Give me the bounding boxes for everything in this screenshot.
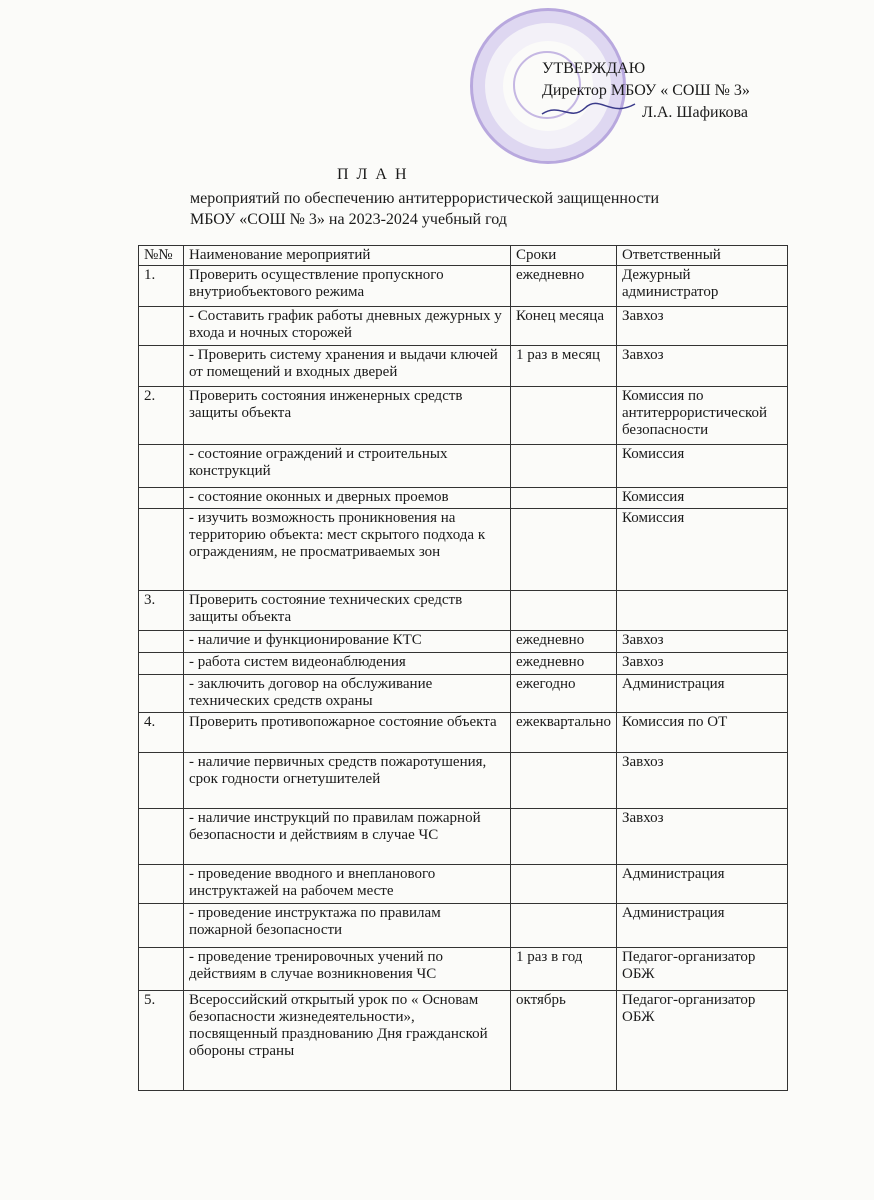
deadline: [511, 904, 617, 948]
deadline: ежедневно: [511, 631, 617, 653]
row-number: [139, 653, 184, 675]
deadline: [511, 387, 617, 445]
table-row: [139, 387, 788, 445]
responsible: Педагог-организатор ОБЖ: [617, 991, 788, 1091]
table-row: [139, 266, 788, 307]
activity-name: - наличие и функционирование КТС: [184, 631, 511, 653]
row-number: 3.: [139, 591, 184, 631]
column-header: Ответственный: [617, 246, 788, 266]
row-number: 4.: [139, 713, 184, 753]
column-header: Наименование мероприятий: [184, 246, 511, 266]
activity-name: - состояние оконных и дверных проемов: [184, 488, 511, 509]
table-row: [139, 346, 788, 387]
activity-name: - проведение вводного и внепланового инструктажей на рабочем месте: [184, 865, 511, 904]
activity-name: - проведение тренировочных учений по действиям в случае возникновения ЧС: [184, 948, 511, 991]
row-number: [139, 445, 184, 488]
deadline: [511, 865, 617, 904]
responsible: Завхоз: [617, 346, 788, 387]
row-number: [139, 307, 184, 346]
activity-name: - состояние ограждений и строительных конструкций: [184, 445, 511, 488]
row-number: [139, 488, 184, 509]
approval-name: Л.А. Шафикова: [642, 104, 748, 121]
activity-name: - проведение инструктажа по правилам пожарной безопасности: [184, 904, 511, 948]
responsible: Завхоз: [617, 653, 788, 675]
row-number: 1.: [139, 266, 184, 307]
responsible: Администрация: [617, 675, 788, 713]
responsible: Завхоз: [617, 809, 788, 865]
row-number: [139, 809, 184, 865]
deadline: [511, 509, 617, 591]
table-row: [139, 713, 788, 753]
deadline: 1 раз в год: [511, 948, 617, 991]
deadline: ежеквартально: [511, 713, 617, 753]
table-row: [139, 307, 788, 346]
table-row: [139, 509, 788, 591]
deadline: [511, 809, 617, 865]
responsible: Комиссия по ОТ: [617, 713, 788, 753]
responsible: Комиссия: [617, 445, 788, 488]
row-number: [139, 509, 184, 591]
responsible: Администрация: [617, 904, 788, 948]
activity-name: - наличие инструкций по правилам пожарной безопасности и действиям в случае ЧС: [184, 809, 511, 865]
deadline: [511, 445, 617, 488]
activity-name: - Проверить систему хранения и выдачи ключей от помещений и входных дверей: [184, 346, 511, 387]
deadline: 1 раз в месяц: [511, 346, 617, 387]
activity-name: - изучить возможность проникновения на территорию объекта: мест скрытого подхода к ограждениям, не просматриваемых зон: [184, 509, 511, 591]
subtitle-line-2: МБОУ «СОШ № 3» на 2023-2024 учебный год: [190, 211, 507, 228]
table-row: [139, 865, 788, 904]
activity-name: Проверить состояние технических средств защиты объекта: [184, 591, 511, 631]
responsible: Администрация: [617, 865, 788, 904]
approval-position: Директор МБОУ « СОШ № 3»: [542, 82, 750, 99]
row-number: [139, 865, 184, 904]
deadline: [511, 488, 617, 509]
responsible: Завхоз: [617, 307, 788, 346]
table-row: [139, 591, 788, 631]
activity-name: - наличие первичных средств пожаротушения, срок годности огнетушителей: [184, 753, 511, 809]
table-header-row: [139, 246, 788, 266]
approval-heading: УТВЕРЖДАЮ: [542, 60, 646, 77]
deadline: ежедневно: [511, 266, 617, 307]
deadline: октябрь: [511, 991, 617, 1091]
table-row: [139, 991, 788, 1091]
activity-name: Проверить осуществление пропускного внутриобъектового режима: [184, 266, 511, 307]
activity-name: Проверить состояния инженерных средств защиты объекта: [184, 387, 511, 445]
table-row: [139, 675, 788, 713]
deadline: [511, 591, 617, 631]
deadline: ежедневно: [511, 653, 617, 675]
activity-name: Проверить противопожарное состояние объекта: [184, 713, 511, 753]
row-number: [139, 346, 184, 387]
column-header: Сроки: [511, 246, 617, 266]
row-number: [139, 753, 184, 809]
deadline: [511, 753, 617, 809]
responsible: Педагог-организатор ОБЖ: [617, 948, 788, 991]
document-title: П Л А Н: [337, 166, 409, 183]
row-number: [139, 948, 184, 991]
row-number: [139, 675, 184, 713]
activity-name: Всероссийский открытый урок по « Основам безопасности жизнедеятельности», посвященный празднованию Дня гражданской обороны страны: [184, 991, 511, 1091]
table-row: [139, 445, 788, 488]
activity-name: - Составить график работы дневных дежурных у входа и ночных сторожей: [184, 307, 511, 346]
document-subtitle: [190, 188, 659, 230]
table-row: [139, 948, 788, 991]
responsible: Дежурный администратор: [617, 266, 788, 307]
table-row: [139, 753, 788, 809]
deadline: Конец месяца: [511, 307, 617, 346]
responsible: Комиссия: [617, 509, 788, 591]
subtitle-line-1: мероприятий по обеспечению антитеррористической защищенности: [190, 190, 660, 207]
table-row: [139, 631, 788, 653]
plan-table: [138, 245, 788, 1091]
deadline: ежегодно: [511, 675, 617, 713]
activity-name: - работа систем видеонаблюдения: [184, 653, 511, 675]
column-header: №№: [139, 246, 184, 266]
table-row: [139, 653, 788, 675]
table-row: [139, 488, 788, 509]
row-number: [139, 631, 184, 653]
responsible: Завхоз: [617, 631, 788, 653]
responsible: Завхоз: [617, 753, 788, 809]
responsible: Комиссия: [617, 488, 788, 509]
table-row: [139, 904, 788, 948]
responsible: [617, 591, 788, 631]
responsible: Комиссия по антитеррористической безопасности: [617, 387, 788, 445]
activity-name: - заключить договор на обслуживание технических средств охраны: [184, 675, 511, 713]
row-number: [139, 904, 184, 948]
row-number: 5.: [139, 991, 184, 1091]
row-number: 2.: [139, 387, 184, 445]
approval-block: [542, 58, 750, 124]
table-row: [139, 809, 788, 865]
